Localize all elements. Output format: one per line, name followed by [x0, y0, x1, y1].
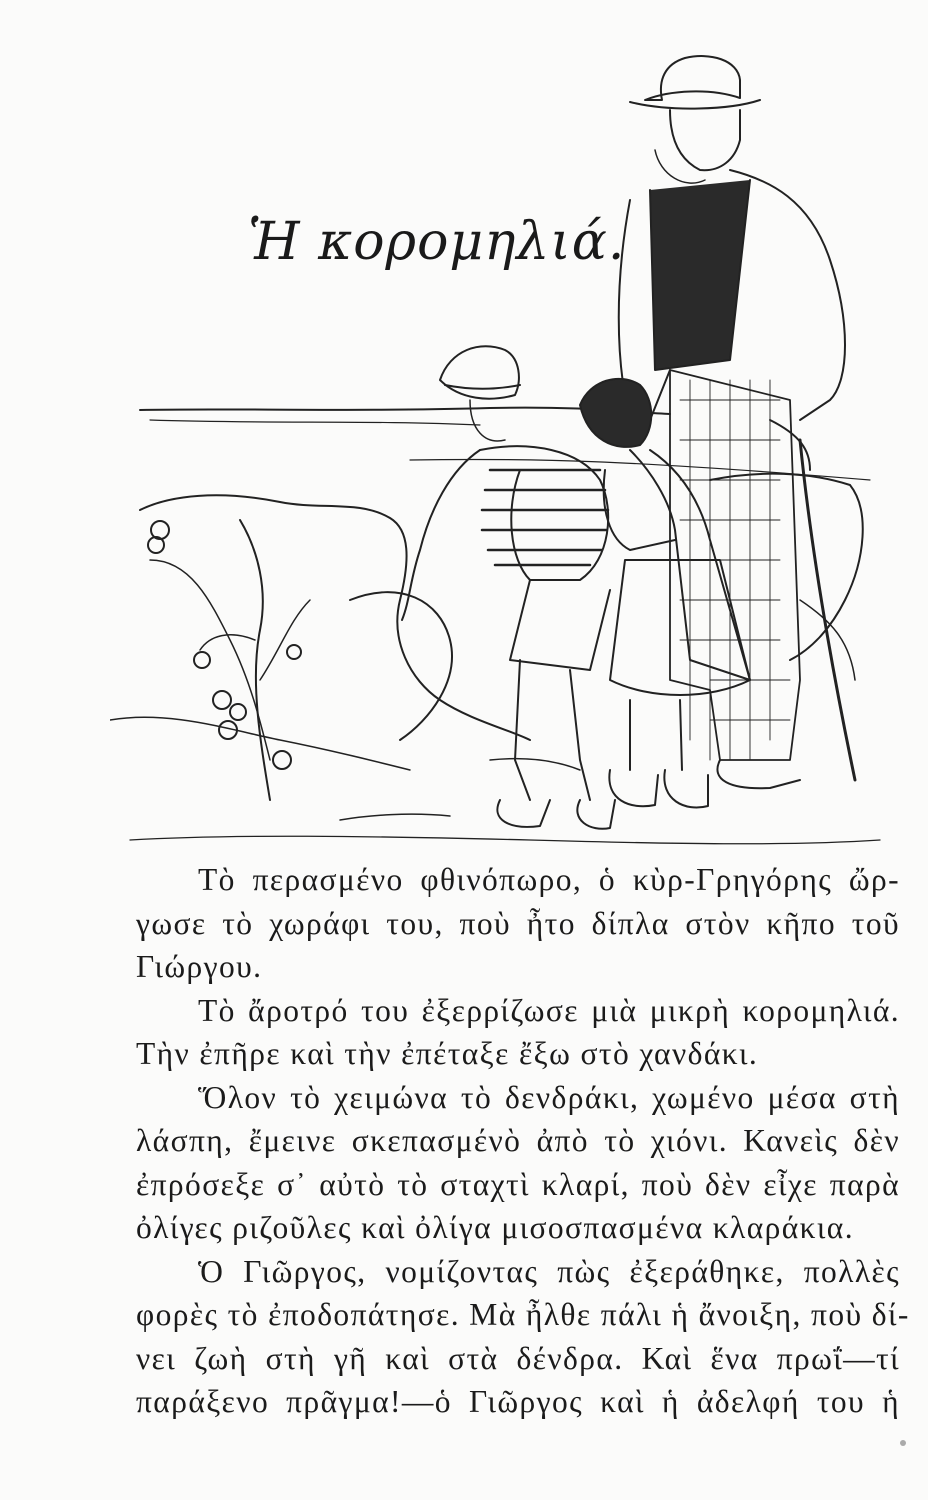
- text-line: Ὁ Γιῶργος, νομίζοντας πὼς ἐξεράθηκε, πολλὲς: [198, 1253, 900, 1289]
- illustration-old-man-and-children: [110, 40, 900, 860]
- text-line: ὀλίγες ριζοῦλες καὶ ὀλίγα μισοσπασμένα κλαράκια.: [136, 1210, 854, 1245]
- text-line: φορὲς τὸ ἐποδοπάτησε. Μὰ ἦλθε πάλι ἡ ἄνοιξη, ποὺ δί-: [136, 1297, 910, 1332]
- page-title: Ἡ κορομηλιά.: [248, 212, 626, 272]
- text-line: παράξενο πρᾶγμα!—ὁ Γιῶργος καὶ ἡ ἀδελφή του ἡ: [136, 1384, 900, 1419]
- text-line: γωσε τὸ χωράφι του, ποὺ ἦτο δίπλα στὸν κῆπο τοῦ: [136, 905, 900, 941]
- text-line: Τὴν ἐπῆρε καὶ τὴν ἐπέταξε ἔξω στὸ χανδάκι.: [136, 1036, 759, 1071]
- text-line: νει ζωὴ στὴ γῆ καὶ στὰ δένδρα. Καὶ ἕνα πρωΐ—τί: [136, 1340, 900, 1376]
- text-line: Τὸ ἄροτρό του ἐξερρίζωσε μιὰ μικρὴ κορομηλιά.: [198, 992, 900, 1028]
- text-line: Γιώργου.: [136, 949, 263, 984]
- page-edge-mark: [900, 1440, 906, 1446]
- text-line: Ὅλον τὸ χειμώνα τὸ δενδράκι, χωμένο μέσα στὴ: [198, 1079, 900, 1115]
- body-text: [136, 858, 910, 1424]
- text-line: ἐπρόσεξε σ᾽ αὐτὸ τὸ σταχτὶ κλαρί, ποὺ δὲν εἶχε παρὰ: [136, 1166, 900, 1202]
- text-line: Τὸ περασμένο φθινόπωρο, ὁ κὺρ-Γρηγόρης ὤρ-: [198, 862, 900, 897]
- text-line: λάσπη, ἔμεινε σκεπασμένὸ ἀπὸ τὸ χιόνι. Κανεὶς δὲν: [136, 1123, 900, 1158]
